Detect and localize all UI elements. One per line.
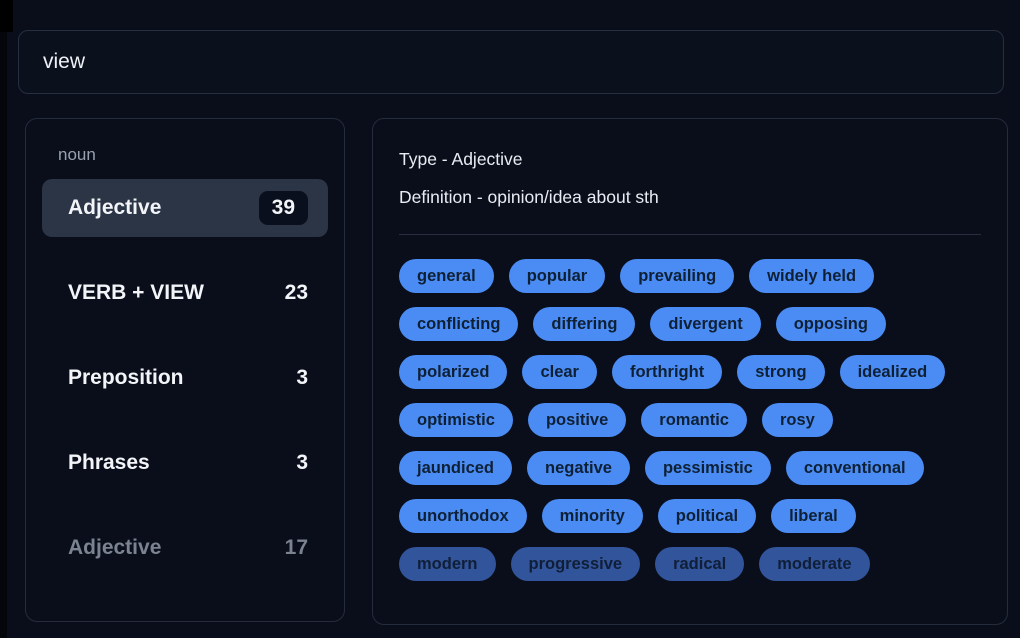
collocation-pill[interactable]: negative bbox=[527, 451, 630, 485]
collocation-pill[interactable]: romantic bbox=[641, 403, 747, 437]
sidebar-item-count: 3 bbox=[296, 451, 308, 474]
collocation-pill[interactable]: minority bbox=[542, 499, 643, 533]
collocation-pill[interactable]: popular bbox=[509, 259, 606, 293]
pill-row bbox=[399, 259, 981, 293]
collocation-pill[interactable]: jaundiced bbox=[399, 451, 512, 485]
divider bbox=[399, 234, 981, 235]
collocation-pill-area bbox=[399, 259, 981, 581]
collocation-pill[interactable]: liberal bbox=[771, 499, 856, 533]
collocation-pill[interactable]: general bbox=[399, 259, 494, 293]
collocation-pill[interactable]: pessimistic bbox=[645, 451, 771, 485]
sidebar-item-count-badge: 39 bbox=[259, 191, 308, 225]
sidebar-item-preposition[interactable] bbox=[42, 349, 328, 407]
definition-line: Definition - opinion/idea about sth bbox=[399, 187, 659, 207]
collocation-pill[interactable]: widely held bbox=[749, 259, 874, 293]
sidebar-item-adjective[interactable] bbox=[42, 519, 328, 577]
sidebar-item-phrases[interactable] bbox=[42, 434, 328, 492]
pill-row bbox=[399, 403, 981, 437]
collocation-pill[interactable]: radical bbox=[655, 547, 744, 581]
sidebar-item-label: Adjective bbox=[68, 536, 162, 559]
sidebar-item-label: Phrases bbox=[68, 451, 150, 474]
collocation-pill[interactable]: prevailing bbox=[620, 259, 734, 293]
search-input[interactable] bbox=[19, 31, 1003, 93]
word-group-label: noun bbox=[58, 145, 96, 164]
pill-row bbox=[399, 547, 981, 581]
pill-row bbox=[399, 355, 981, 389]
collocation-pill[interactable]: idealized bbox=[840, 355, 946, 389]
sidebar-item-adjective[interactable] bbox=[42, 179, 328, 237]
collocation-pill[interactable]: polarized bbox=[399, 355, 507, 389]
sidebar-item-count: 3 bbox=[296, 366, 308, 389]
sidebar bbox=[25, 118, 345, 622]
pill-row bbox=[399, 307, 981, 341]
sidebar-item-label: VERB + VIEW bbox=[68, 281, 204, 304]
collocation-pill[interactable]: progressive bbox=[511, 547, 641, 581]
collocation-pill[interactable]: political bbox=[658, 499, 756, 533]
collocation-pill[interactable]: moderate bbox=[759, 547, 869, 581]
collocation-pill[interactable]: divergent bbox=[650, 307, 760, 341]
collocation-pill[interactable]: forthright bbox=[612, 355, 722, 389]
collocation-pill[interactable]: opposing bbox=[776, 307, 886, 341]
collocation-pill[interactable]: modern bbox=[399, 547, 496, 581]
collocation-pill[interactable]: strong bbox=[737, 355, 824, 389]
collocation-pill[interactable]: rosy bbox=[762, 403, 833, 437]
pill-row bbox=[399, 499, 981, 533]
window-corner-notch bbox=[0, 0, 13, 32]
detail-panel bbox=[372, 118, 1008, 625]
sidebar-item-count: 17 bbox=[284, 536, 308, 559]
sidebar-item-verb-view[interactable] bbox=[42, 264, 328, 322]
collocation-pill[interactable]: differing bbox=[533, 307, 635, 341]
sidebar-item-label: Preposition bbox=[68, 366, 184, 389]
search-bar bbox=[18, 30, 1004, 94]
sidebar-item-list bbox=[42, 179, 328, 577]
collocation-pill[interactable]: conventional bbox=[786, 451, 924, 485]
collocation-pill[interactable]: clear bbox=[522, 355, 597, 389]
window-left-edge bbox=[0, 0, 7, 638]
sidebar-item-count: 23 bbox=[284, 281, 308, 304]
collocation-pill[interactable]: positive bbox=[528, 403, 626, 437]
type-line: Type - Adjective bbox=[399, 149, 523, 169]
pill-row bbox=[399, 451, 981, 485]
sidebar-item-label: Adjective bbox=[68, 196, 162, 219]
collocation-pill[interactable]: optimistic bbox=[399, 403, 513, 437]
collocation-pill[interactable]: unorthodox bbox=[399, 499, 527, 533]
collocation-pill[interactable]: conflicting bbox=[399, 307, 518, 341]
